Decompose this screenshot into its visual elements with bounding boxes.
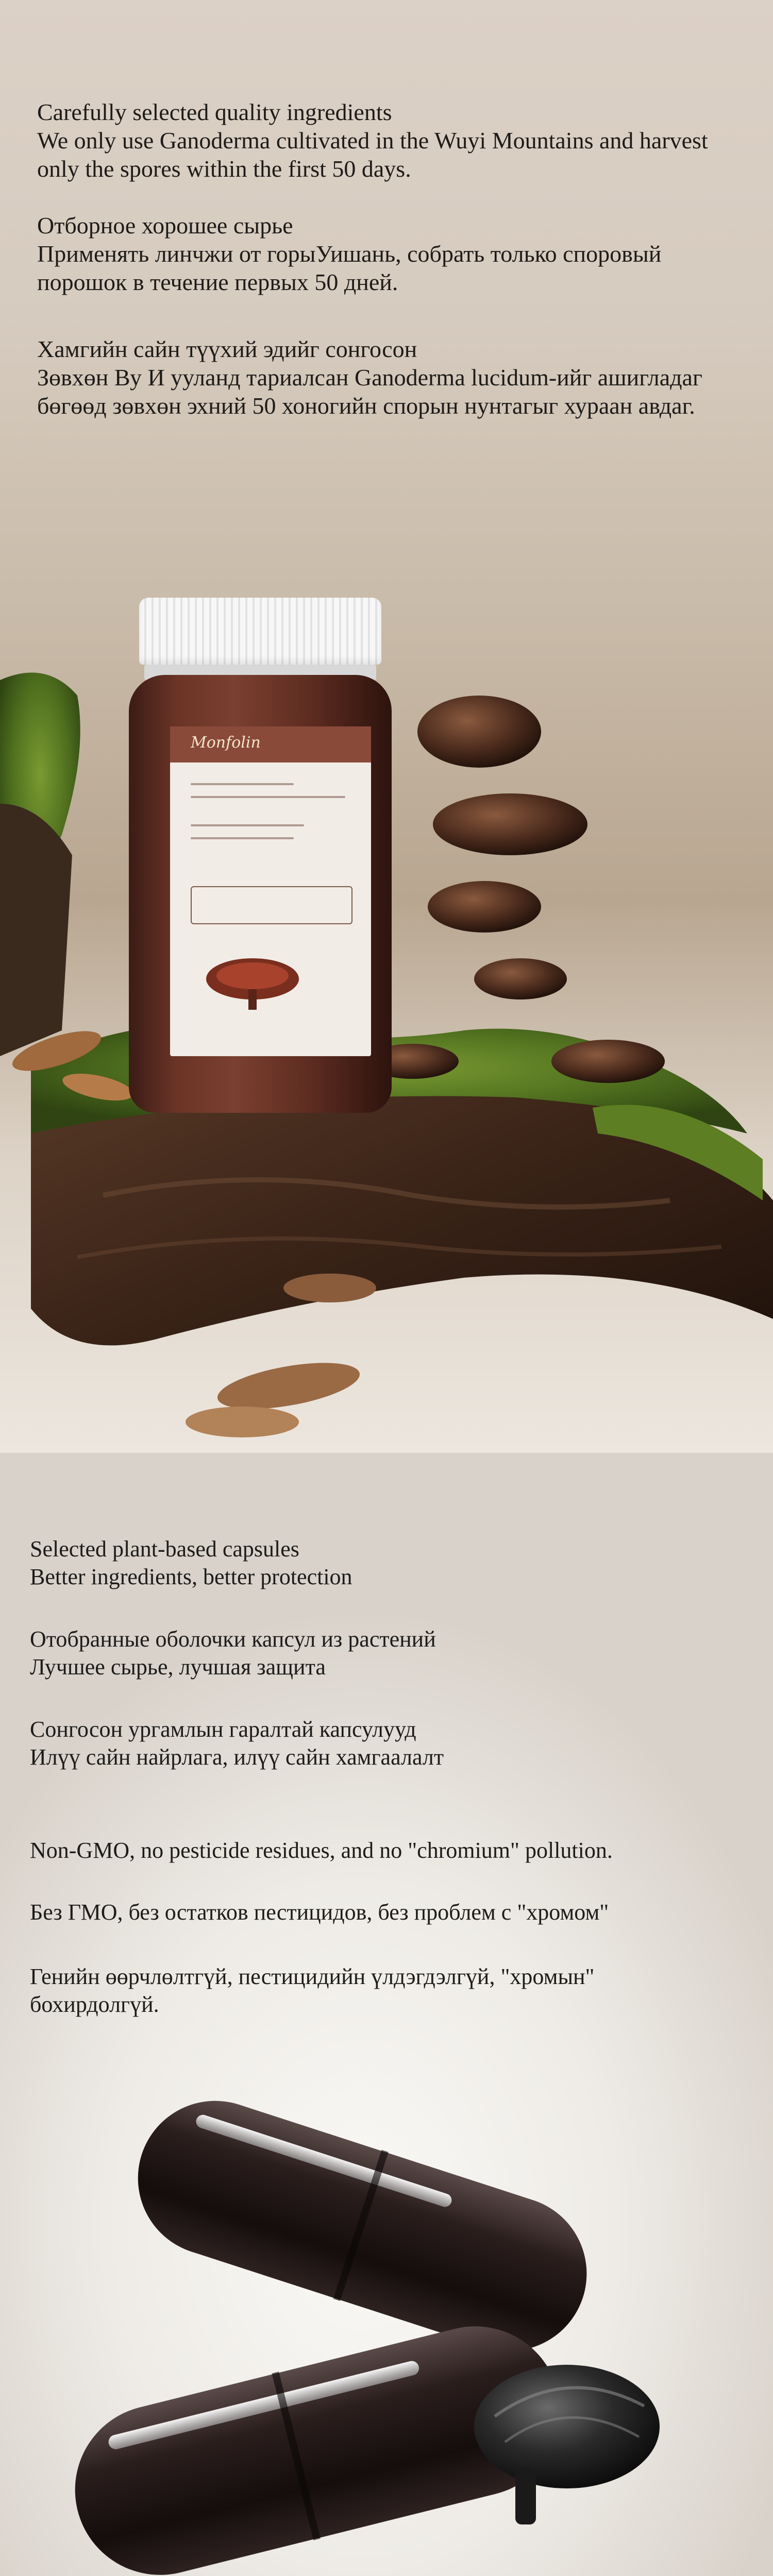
capsules-text-ru xyxy=(30,1625,751,1681)
lingzhi-mushroom-icon xyxy=(201,948,304,1015)
bottle-brand-logo: Monfolin xyxy=(191,734,261,752)
ingredients-desc-en: We only use Ganoderma cultivated in the Wuyi Mountains and harvest only the spores within the first 50 days. xyxy=(37,127,708,182)
capsules-subtitle-mn: Илүү сайн найрлага, илүү сайн хамгаалалт xyxy=(30,1744,444,1770)
capsules-subtitle-ru: Лучшее сырье, лучшая защита xyxy=(30,1654,326,1680)
bottle-label-box xyxy=(191,886,352,924)
capsules-safety-mn-line2: бохирдолгүй. xyxy=(30,1992,159,2017)
bottle-label-line xyxy=(191,824,304,826)
capsules-safety-mn xyxy=(30,1963,751,2019)
capsules-subtitle-en: Better ingredients, better protection xyxy=(30,1564,352,1589)
ingredients-title-mn: Хамгийн сайн түүхий эдийг сонгосон xyxy=(37,336,417,362)
capsules-title-en: Selected plant-based capsules xyxy=(30,1536,299,1562)
capsules-safety-en: Non-GMO, no pesticide residues, and no "chromium" pollution. xyxy=(30,1838,613,1863)
ingredients-title-ru: Отборное хорошее сырье xyxy=(37,212,293,239)
capsules-illustration xyxy=(0,2035,773,2576)
capsules-title-mn: Сонгосон ургамлын гаралтай капсулууд xyxy=(30,1717,416,1742)
bottle-label-line xyxy=(191,837,294,839)
product-bottle xyxy=(139,598,381,1113)
ingredients-title-en: Carefully selected quality ingredients xyxy=(37,99,392,125)
ingredients-text-ru xyxy=(37,211,748,296)
capsules-text-mn xyxy=(30,1716,751,1771)
capsules-safety-mn-line1: Генийн өөрчлөлтгүй, пестицидийн үлдэгдэлгүй, "хромын" xyxy=(30,1964,595,1989)
capsules-text-en xyxy=(30,1535,751,1591)
ingredients-desc-mn: Зөвхөн Ву И ууланд тариалсан Ganoderma lucidum-ийг ашигладаг бөгөөд зөвхөн эхний 50 хоногийн спорын нунтагыг хураан авдаг. xyxy=(37,364,702,419)
ingredients-text-mn xyxy=(37,335,748,420)
capsules-title-ru: Отобранные оболочки капсул из растений xyxy=(30,1626,436,1652)
capsules-section xyxy=(0,1453,773,2576)
bottle-label-line xyxy=(191,783,294,785)
bottle-cap xyxy=(139,598,381,665)
capsules-safety-ru: Без ГМО, без остатков пестицидов, без проблем с "хромом" xyxy=(30,1900,609,1925)
bottle-label-line xyxy=(191,796,345,798)
ingredients-text-en xyxy=(37,98,748,183)
ingredients-desc-ru: Применять линчжи от горыУишань, собрать только споровый порошок в течение первых 50 дней. xyxy=(37,241,662,295)
